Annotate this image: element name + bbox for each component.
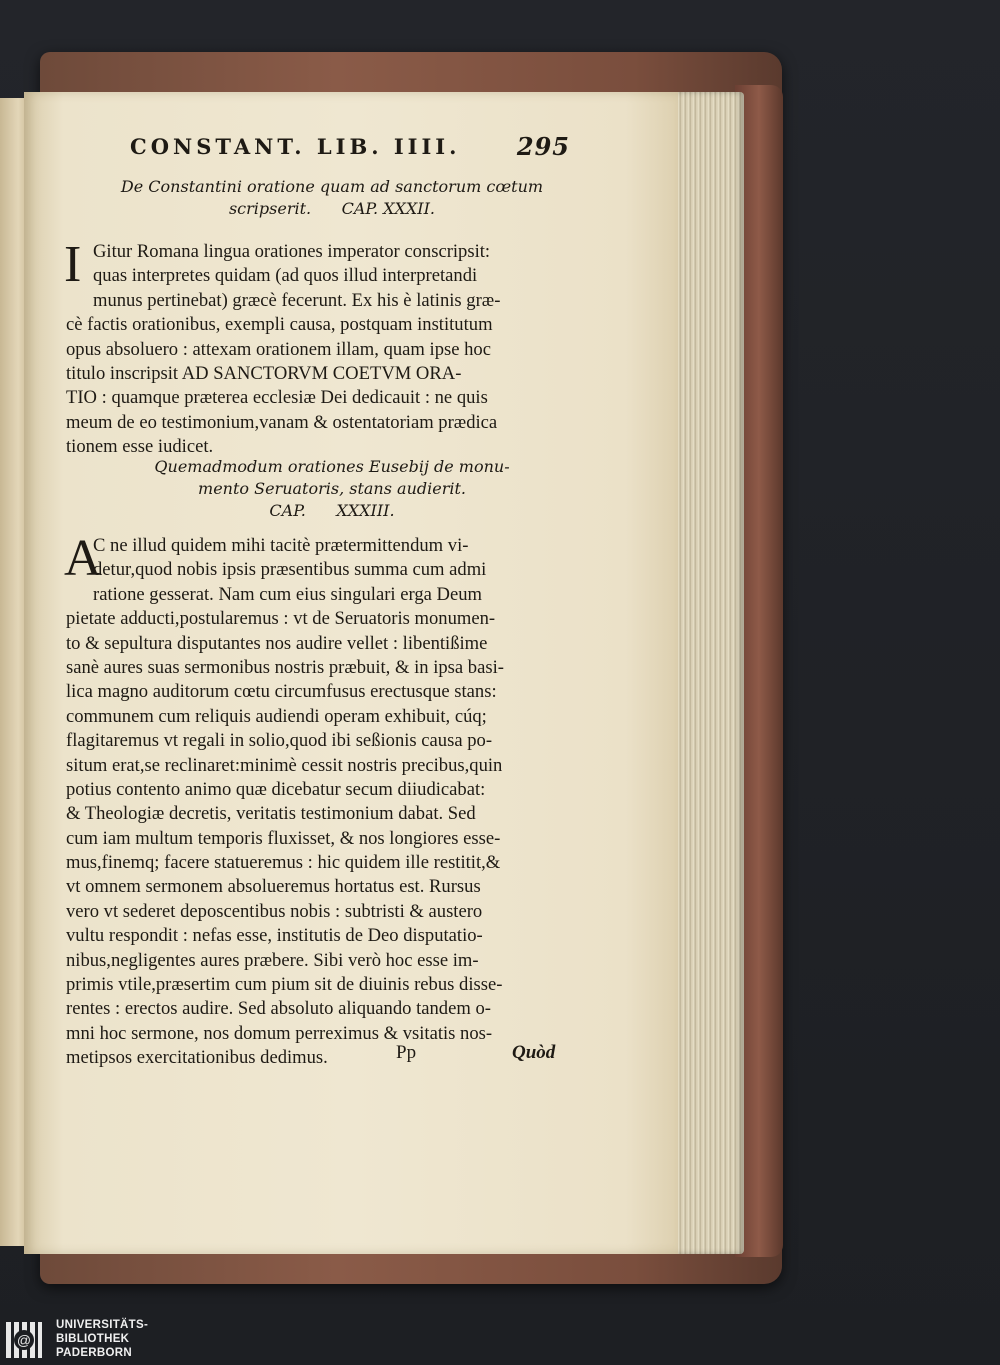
chapter-33-heading bbox=[92, 456, 572, 522]
chapter-33-heading-line: CAP. XXXIII. bbox=[269, 501, 395, 520]
text-line: primis vtile,præsertim cum pium sit de diuinis rebus disse- bbox=[66, 974, 503, 996]
text-line: cum iam multum temporis fluxisset, & nos longiores esse- bbox=[66, 827, 501, 849]
text-line: sanè aures suas sermonibus nostris præbuit, & in ipsa basi- bbox=[66, 656, 504, 678]
text-line: ratione gesserat. Nam cum eius singulari erga Deum bbox=[93, 583, 482, 605]
text-line: quas interpretes quidam (ad quos illud interpretandi bbox=[93, 265, 478, 287]
chapter-32-heading bbox=[92, 176, 572, 220]
text-line: situm erat,se reclinaret:minimè cessit nostris precibus,quin bbox=[66, 754, 503, 776]
page-number: 295 bbox=[516, 132, 570, 161]
chapter-33-text bbox=[64, 530, 566, 1071]
logo-line: BIBLIOTHEK bbox=[56, 1333, 130, 1345]
text-line: tionem esse iudicet. bbox=[66, 436, 214, 458]
text-line: vultu respondit : nefas esse, institutis de Deo disputatio- bbox=[66, 925, 483, 947]
library-logo bbox=[4, 1318, 174, 1364]
text-line: & Theologiæ decretis, veritatis testimonium dabat. Sed bbox=[66, 803, 476, 825]
text-line: communem cum reliquis audiendi operam exhibuit, cúq; bbox=[66, 705, 487, 727]
text-line: C ne illud quidem mihi tacitè prætermittendum vi- bbox=[93, 535, 469, 556]
text-line: vero vt sederet deposcentibus nobis : subtristi & austero bbox=[66, 900, 483, 922]
text-line: opus absoluero : attexam orationem illam, quam ipse hoc bbox=[66, 338, 491, 360]
text-line: lica magno auditorum cœtu circumfusus erectusque stans: bbox=[66, 681, 497, 703]
text-line: potius contento animo quæ dicebatur secum diiudicabat: bbox=[66, 778, 486, 800]
text-line: flagitaremus vt regali in solio,quod ibi seßionis causa po- bbox=[66, 730, 493, 752]
chapter-32-heading-line: scripserit. CAP. XXXII. bbox=[228, 199, 436, 218]
chapter-32-text bbox=[64, 236, 566, 460]
text-line: mus,finemq; facere statueremus : hic quidem ille restitit,& bbox=[66, 852, 501, 874]
text-line: meum de eo testimonium,vanam & ostentatoriam prædica bbox=[66, 411, 498, 433]
text-line: nibus,negligentes aures præbere. Sibi verò hoc esse im- bbox=[66, 949, 479, 971]
running-head bbox=[130, 134, 570, 166]
left-page-edge bbox=[0, 98, 26, 1246]
text-line: pietate adducti,postularemus : vt de Seruatoris monumen- bbox=[66, 608, 496, 630]
text-line: titulo inscripsit AD SANCTORVM COETVM ORA- bbox=[66, 362, 462, 384]
text-line: mni hoc sermone, nos domum perreximus & vsitatis nos- bbox=[66, 1022, 493, 1044]
page-block-edges bbox=[672, 92, 744, 1254]
library-logo-text bbox=[56, 1318, 148, 1360]
logo-line: UNIVERSITÄTS- bbox=[56, 1319, 149, 1331]
chapter-33-heading-line: mento Seruatoris, stans audierit. bbox=[198, 479, 466, 498]
text-line: TIO : quamque præterea ecclesiæ Dei dedicauit : ne quis bbox=[66, 387, 488, 409]
text-line: to & sepultura disputantes nos audire vellet : libentißime bbox=[66, 632, 488, 654]
catchword: Quòd bbox=[512, 1042, 556, 1063]
library-logo-icon bbox=[4, 1318, 44, 1362]
text-line: vt omnem sermonem absolueremus hortatus est. Rursus bbox=[66, 876, 481, 898]
text-line: metipsos exercitationibus dedimus. bbox=[66, 1047, 328, 1069]
text-line: detur,quod nobis ipsis præsentibus summa cum admi bbox=[93, 559, 487, 581]
text-line: Gitur Romana lingua orationes imperator conscripsit: bbox=[93, 241, 491, 262]
chapter-33-dropcap: A bbox=[64, 530, 102, 587]
svg-text:@: @ bbox=[16, 1332, 32, 1348]
chapter-33-heading-line: Quemadmodum orationes Eusebij de monu- bbox=[154, 457, 510, 476]
text-line: cè factis orationibus, exempli causa, postquam institutum bbox=[66, 314, 493, 336]
logo-line: PADERBORN bbox=[56, 1347, 132, 1359]
text-line: munus pertinebat) græcè fecerunt. Ex his è latinis græ- bbox=[93, 289, 501, 311]
running-head-title: CONSTANT. LIB. IIII. bbox=[130, 134, 461, 159]
chapter-32-heading-line: De Constantini oratione quam ad sanctorum cœtum bbox=[120, 177, 544, 196]
text-line: rentes : erectos audire. Sed absoluto aliquando tandem o- bbox=[66, 998, 491, 1020]
chapter-32-dropcap: I bbox=[64, 236, 82, 293]
signature-mark: Pp bbox=[396, 1042, 417, 1063]
